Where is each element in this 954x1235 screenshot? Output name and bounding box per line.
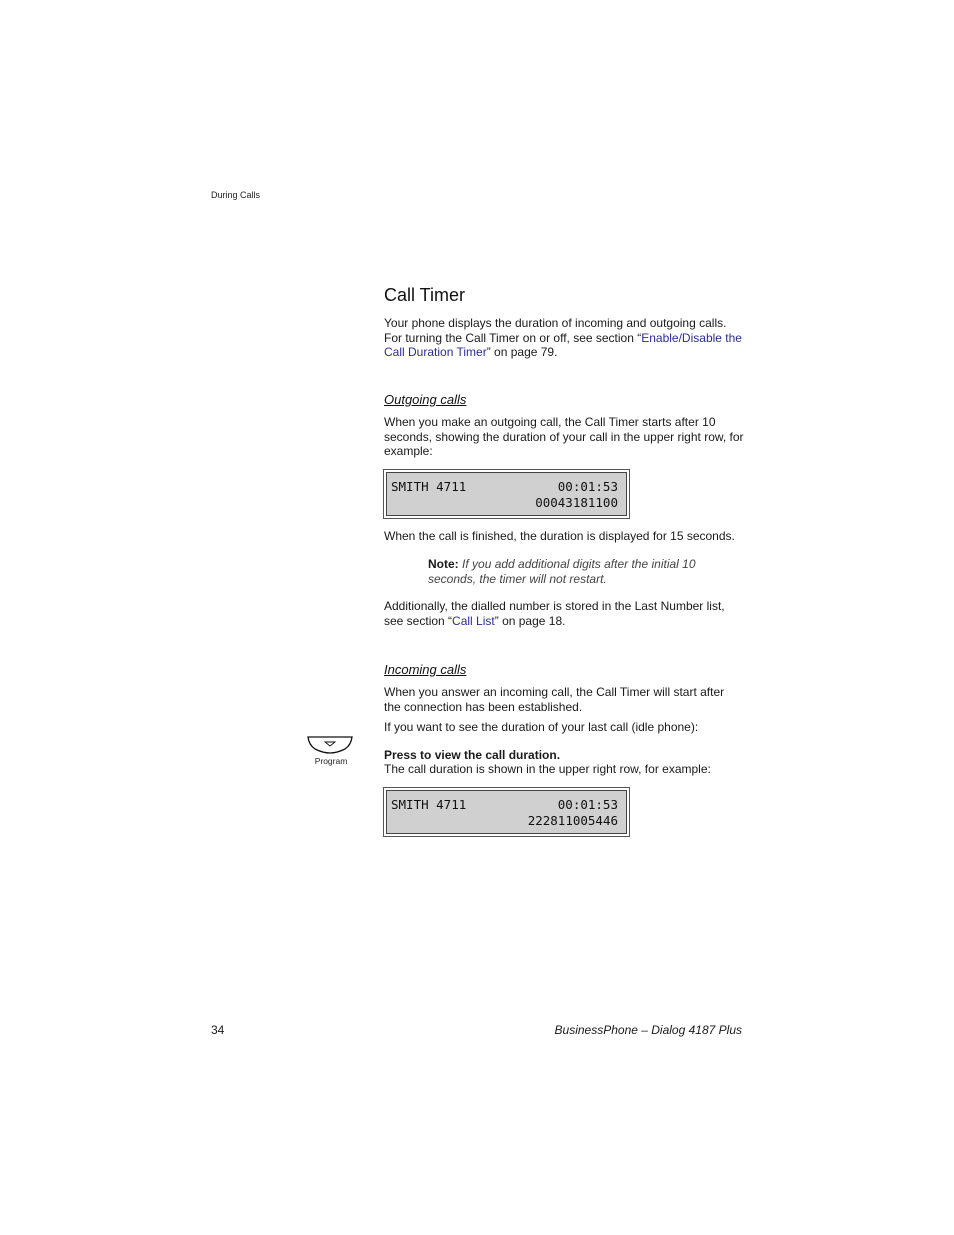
incoming-paragraph-1: When you answer an incoming call, the Call Timer will start after the connection has been established. — [384, 685, 725, 714]
instruction: Press to view the call duration. — [384, 748, 561, 762]
page-title: Call Timer — [384, 285, 466, 305]
outgoing-paragraph-2: When the call is finished, the duration is displayed for 15 seconds. — [384, 529, 735, 543]
link-enable-disable-timer[interactable]: Enable/Disable the Call Duration Timer — [384, 330, 742, 359]
display-example-outgoing — [386, 472, 627, 516]
para3-text: Additionally, the dialled number is stored in the Last Number list, see section “ — [384, 599, 725, 628]
running-header: During Calls — [211, 190, 261, 200]
display-example-incoming — [386, 790, 627, 834]
intro-paragraph — [384, 316, 744, 360]
display-duration: 00:01:53 — [557, 479, 618, 494]
incoming-paragraph-3: The call duration is shown in the upper right row, for example: — [384, 762, 711, 776]
outgoing-calls-heading: Outgoing calls — [384, 392, 467, 407]
incoming-calls-heading: Incoming calls — [384, 662, 467, 677]
outgoing-paragraph-3 — [384, 599, 744, 628]
note-label: Note: — [428, 557, 459, 571]
display-number: 222811005446 — [527, 813, 618, 828]
note-text: If you add additional digits after the initial 10 seconds, the timer will not restart. — [428, 557, 696, 586]
intro-text-after: ” on page 79. — [486, 345, 558, 359]
page-number: 34 — [211, 1023, 225, 1037]
display-row-1 — [391, 797, 618, 813]
outgoing-paragraph-1: When you make an outgoing call, the Call Timer starts after 10 seconds, showing the duration of your call in the upper right row, for example: — [384, 415, 744, 458]
display-number: 00043181100 — [535, 495, 618, 510]
display-row-1 — [391, 479, 618, 495]
link-call-list[interactable]: Call List — [452, 613, 495, 628]
para3-text-after: ” on page 18. — [494, 613, 566, 628]
display-caller: SMITH 4711 — [391, 797, 467, 812]
program-key-label: Program — [314, 756, 348, 766]
program-key-icon — [307, 736, 353, 754]
display-duration: 00:01:53 — [557, 797, 618, 812]
document-title: BusinessPhone – Dialog 4187 Plus — [554, 1023, 742, 1037]
incoming-paragraph-2: If you want to see the duration of your last call (idle phone): — [384, 720, 699, 734]
note — [428, 557, 728, 586]
intro-text: Your phone displays the duration of incoming and outgoing calls. For turning the Call Timer on or off, see section “ — [384, 316, 727, 345]
display-caller: SMITH 4711 — [391, 479, 467, 494]
